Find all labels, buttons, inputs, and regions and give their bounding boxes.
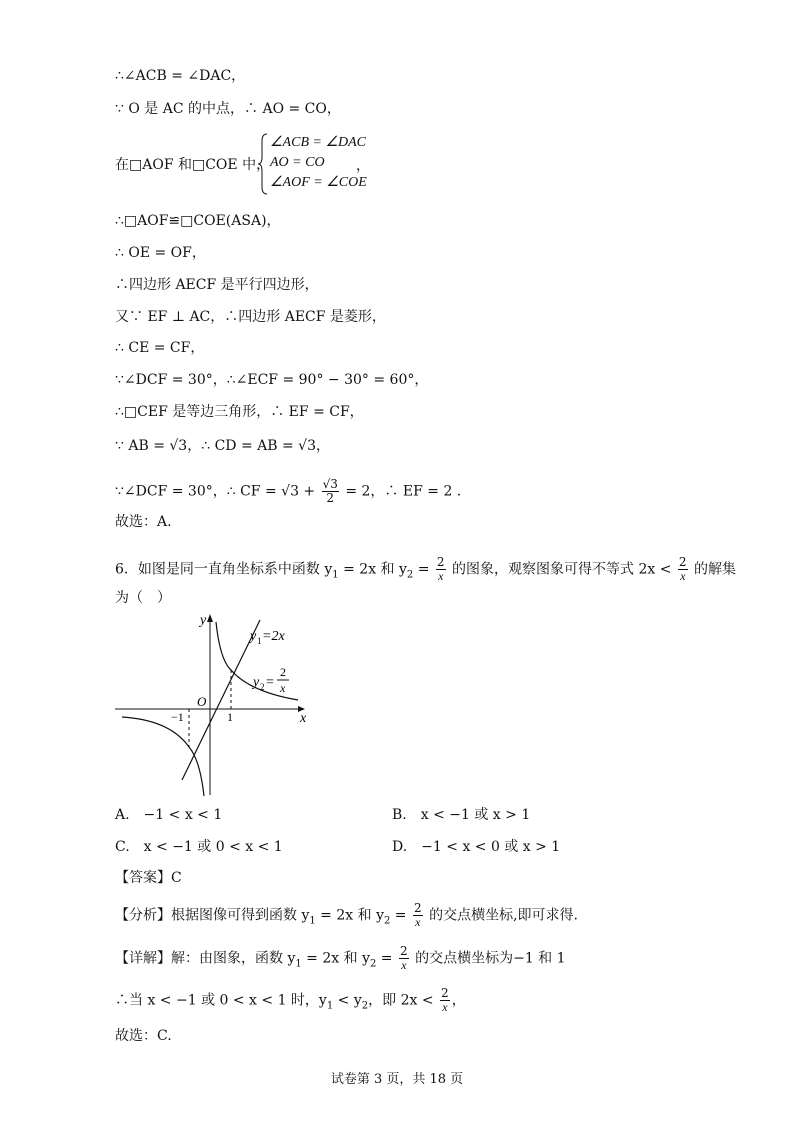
- equation-system: [258, 133, 388, 195]
- y2-denominator: x: [280, 681, 286, 695]
- tick-1-label: 1: [227, 710, 233, 724]
- detail-line: 【详解】解：由图象，函数 $y_1 = 2x$ 和 $y_2$ = $\frac{2}{x}$ 的交点横坐标为−1 和 1: [115, 944, 566, 972]
- tick-neg1-label: −1: [171, 710, 184, 724]
- text-line-9: ∵∠DCF = 30°，∴∠ECF = 90° − 30° = 60°，: [115, 372, 429, 388]
- text-line-7: 又∵ EF ⊥ AC，∴四边形 AECF 是菱形，: [115, 309, 386, 325]
- x-axis-label: x: [300, 711, 307, 726]
- y2-label: y: [253, 675, 260, 690]
- text-line-12: 故选：A.: [115, 514, 172, 530]
- text-line-3: 在□AOF 和□COE 中，: [115, 157, 271, 173]
- system-eq-3: ∠AOF = ∠COE: [270, 175, 367, 190]
- question-line-1: 6．如图是同一直角坐标系中函数 $y_1 = 2x$ 和 $y_2$ = $\frac{2}{x}$ 的图象，观察图象可得不等式 2x < $\frac{2}{x}$ 的解集: [115, 555, 736, 583]
- y1-label: y: [250, 629, 257, 644]
- conclusion-fraction: $\frac{2}{x}$: [441, 986, 449, 1014]
- y-axis-label: y: [200, 613, 207, 628]
- y2-sub: 2: [260, 682, 265, 692]
- y1-equation: =2x: [262, 629, 285, 644]
- text-line-11: ∵ AB = √3，∴ CD = AB = √3，: [115, 438, 330, 454]
- cf-calc-start: ∵∠DCF = 30°，∴ CF = √3 +: [115, 483, 316, 500]
- graph-svg: [110, 610, 320, 800]
- system-eq-2: AO = CO: [270, 155, 325, 170]
- system-eq-1: ∠ACB = ∠DAC: [270, 135, 366, 150]
- left-brace-icon: [258, 133, 268, 195]
- option-c: C. x < −1 或 0 < x < 1: [115, 839, 283, 855]
- y2-numerator: 2: [280, 665, 286, 679]
- origin-label: O: [197, 694, 207, 709]
- page-footer: 试卷第 3 页，共 18 页: [330, 1072, 464, 1087]
- question-line-2: 为（ ）: [115, 590, 171, 606]
- option-d: D. −1 < x < 0 或 x > 1: [392, 839, 561, 855]
- y1-sub: 1: [257, 636, 262, 646]
- text-line-6: ∴四边形 AECF 是平行四边形，: [115, 277, 319, 293]
- conclusion-line: ∴当 x < −1 或 0 < x < 1 时，$y_1 < y_2$，即 2x < $\frac{2}{x}$ ，: [115, 986, 466, 1014]
- text-line-1: ∴∠ACB = ∠DAC，: [115, 68, 246, 84]
- text-line-4: ∴□AOF≌□COE(ASA)，: [115, 213, 281, 229]
- cf-calc-end: = 2，∴ EF = 2 .: [345, 483, 462, 500]
- analysis-fraction: $\frac{2}{x}$: [414, 901, 422, 929]
- detail-fraction: $\frac{2}{x}$: [400, 944, 408, 972]
- final-answer: 故选：C.: [115, 1028, 172, 1044]
- analysis-line: 【分析】根据图像可得到函数 $y_1 = 2x$ 和 $y_2$ = $\frac{2}{x}$ 的交点横坐标,即可求得.: [115, 901, 578, 929]
- text-line-13: [115, 478, 461, 505]
- text-line-10: ∴□CEF 是等边三角形，∴ EF = CF，: [115, 404, 364, 420]
- y2-eq: =: [266, 675, 274, 690]
- text-line-2: ∵ O 是 AC 的中点，∴ AO = CO，: [115, 101, 341, 117]
- system-tail: ，: [356, 158, 370, 174]
- text-line-8: ∴ CE = CF，: [115, 340, 205, 356]
- fraction-2-over-x-2: $\frac{2}{x}$: [678, 555, 687, 583]
- option-b: B. x < −1 或 x > 1: [392, 807, 531, 823]
- text-line-5: ∴ OE = OF，: [115, 245, 206, 261]
- option-a: A. −1 < x < 1: [115, 807, 223, 823]
- fraction-sqrt3-over-2: $\frac{√3}{2}$: [322, 477, 338, 505]
- answer-line: 【答案】C: [115, 870, 182, 886]
- fraction-2-over-x: $\frac{2}{x}$: [436, 555, 445, 583]
- function-graph: [110, 610, 320, 800]
